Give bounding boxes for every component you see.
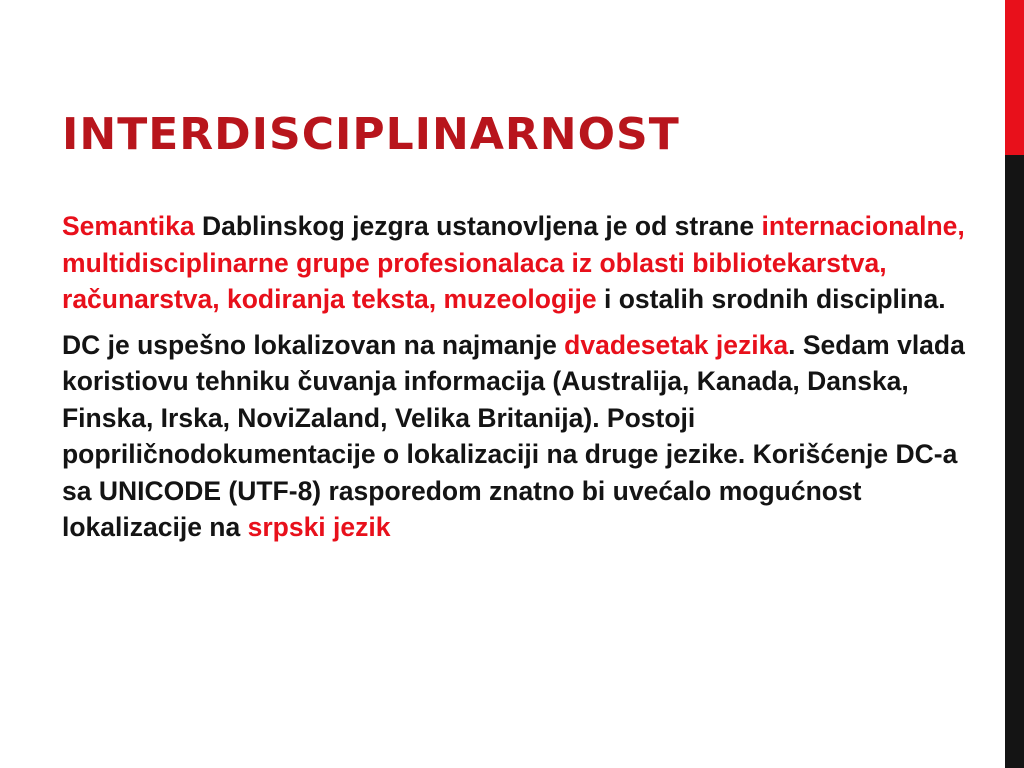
text-segment: i ostalih srodnih disciplina. xyxy=(596,284,946,314)
text-segment: DC je uspešno lokalizovan na najmanje xyxy=(62,329,565,360)
highlight-group: internacionalne, multidisciplinarne grupe profesionalaca iz oblasti bibliotekarstva, računarstva, kodiranja teksta, muzeologije xyxy=(62,211,965,314)
slide-body xyxy=(62,208,992,555)
highlight-semantika: Semantika xyxy=(62,211,195,241)
paragraph-dc xyxy=(62,327,992,546)
text-segment: . Sedam vlada koristiovu tehniku čuvanja informacija (Australija, Kanada, Danska, Finska, Irska, NoviZaland, Velika Britanija). Postoji popriličnodokumentacije o lokalizaciji na druge jezike. Korišćenje DC-a sa UNICODE (UTF-8) rasporedom znatno bi uvećalo mogućnost lokalizacije na xyxy=(62,329,965,542)
slide-title: INTERDISCIPLINARNOST xyxy=(62,109,680,160)
accent-bar-black xyxy=(1005,155,1024,768)
highlight-serbian: srpski jezik xyxy=(247,512,391,542)
accent-bar-red xyxy=(1005,0,1024,155)
highlight-languages: dvadesetak jezika xyxy=(564,329,789,360)
text-segment: Dablinskog jezgra ustanovljena je od strane xyxy=(194,211,762,241)
paragraph-semantika xyxy=(62,208,992,318)
